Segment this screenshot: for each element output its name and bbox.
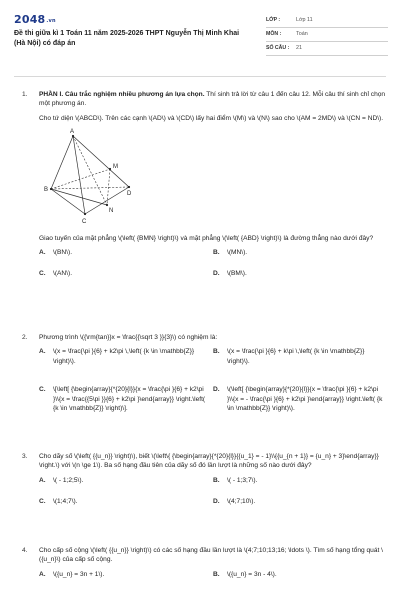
option-text: \(BN\). xyxy=(53,249,73,257)
vertex-label-d: D xyxy=(127,191,132,198)
meta-key: SỐ CÂU : xyxy=(266,44,290,51)
question-body xyxy=(39,546,386,584)
meta-row-subject xyxy=(266,28,388,42)
question-body xyxy=(39,90,386,288)
question-text xyxy=(39,546,386,565)
option-text: \(x = \frac{\pi }{6} + k\pi \,\left( {k \in \mathbb{Z}} \right)\). xyxy=(227,348,365,365)
option-b[interactable] xyxy=(213,347,383,366)
option-letter: B. xyxy=(213,570,220,578)
problem-statement: Cho dãy số \(\left( {{u_n}} \right)\), biết \(\left\{ {\begin{array}{*{20}{l}}{{u_1} = - 1}\\{{u_{n + 1}} = {u_n} + 3}\end{array}} \right.\) với \(n \ge 1\). Ba số hạng đầu tiên của dãy số đó lần lượt là những số nào dưới đây? xyxy=(39,453,379,470)
question-body xyxy=(39,333,386,437)
answer-options xyxy=(39,248,386,288)
option-d[interactable] xyxy=(213,385,383,413)
option-b[interactable] xyxy=(213,248,383,257)
part-instructions: Thí sinh trả lời từ câu 1 đến câu 12. Mỗi câu thí sinh chỉ chọn một phương án. xyxy=(39,91,386,108)
question-1 xyxy=(22,90,386,288)
question-text xyxy=(39,90,386,123)
answer-options xyxy=(39,476,386,514)
question-2 xyxy=(22,333,386,437)
option-text: \(1;4;7\). xyxy=(53,497,78,505)
option-letter: D. xyxy=(213,270,220,278)
point-label-n: N xyxy=(109,208,114,215)
question-prompt xyxy=(39,234,386,243)
question-body xyxy=(39,452,386,514)
vertex-label-a: A xyxy=(70,129,75,136)
option-text: \({u_n} = 3n + 1\). xyxy=(53,570,105,578)
question-number: 2. xyxy=(22,334,28,341)
option-letter: C. xyxy=(39,270,46,278)
option-letter: A. xyxy=(39,348,46,356)
logo-tld: .vn xyxy=(46,18,56,24)
meta-value: 21 xyxy=(296,44,302,51)
logo-text: 2048 xyxy=(14,13,46,26)
question-text xyxy=(39,452,386,471)
problem-statement: Phương trình \({\rm{tan}}x = \frac{{\sqrt 3 }}{3}\) có nghiệm là: xyxy=(39,334,218,341)
option-letter: C. xyxy=(39,497,46,505)
option-c[interactable] xyxy=(39,385,209,413)
question-number: 3. xyxy=(22,453,28,460)
question-3 xyxy=(22,452,386,514)
option-text: \(BM\). xyxy=(227,270,247,278)
meta-row-grade xyxy=(266,14,388,28)
meta-value: Lớp 11 xyxy=(296,16,313,23)
answer-options xyxy=(39,570,386,584)
problem-statement: Cho cấp số cộng \(\left( {{u_n}} \right)\) có các số hạng đầu lần lượt là \(4;7;10;13;16; \ldots \). Tìm số hạng tổng quát \({u_n}\) của cấp số cộng. xyxy=(39,547,384,564)
meta-key: MÔN : xyxy=(266,30,282,37)
option-letter: A. xyxy=(39,249,46,257)
vertex-label-b: B xyxy=(44,187,49,194)
question-number: 1. xyxy=(22,91,28,98)
page-header xyxy=(14,12,388,58)
option-text: \(\left[ {\begin{array}{*{20}{l}}{x = \frac{\pi }{6} + k2\pi }\\{x = - \frac{\pi }{6} + k2\pi }\end{array}} \right.\left( {k \in \mathbb{Z}} \right)\). xyxy=(227,386,383,413)
part-title: PHẦN I. Câu trắc nghiệm nhiều phương án lựa chọn. xyxy=(39,91,205,98)
question-4 xyxy=(22,546,386,584)
option-d[interactable] xyxy=(213,269,383,278)
problem-statement: Cho tứ diện \(ABCD\). Trên các cạnh \(AD\) và \(CD\) lấy hai điểm \(M\) và \(N\) sao cho \(AM = 2MD\) và \(CN = ND\). xyxy=(39,114,384,122)
option-letter: B. xyxy=(213,476,220,484)
option-text: \[\left[ {\begin{array}{*{20}{l}}{x = \frac{\pi }{6} + k2\pi }\\{x = \frac{{5\pi }}{6} + k2\pi }\end{array}} \right.\left( {k \in \mathbb{Z}} \right)\]. xyxy=(53,386,206,413)
question-text xyxy=(39,333,386,342)
option-letter: A. xyxy=(39,476,46,484)
question-number: 4. xyxy=(22,547,28,554)
option-text: \( - 1;2;5\). xyxy=(53,476,84,484)
option-a[interactable] xyxy=(39,570,209,579)
meta-key: LỚP : xyxy=(266,16,281,23)
option-text: \({u_n} = 3n - 4\). xyxy=(227,570,277,578)
option-text: \(x = \frac{\pi }{6} + k2\pi \,\left( {k \in \mathbb{Z}} \right)\). xyxy=(53,348,195,365)
option-b[interactable] xyxy=(213,476,383,485)
option-text: \( - 1;3;7\). xyxy=(227,476,258,484)
option-a[interactable] xyxy=(39,248,209,257)
option-letter: C. xyxy=(39,386,46,394)
answer-options xyxy=(39,347,386,437)
option-text: \(4;7;10\). xyxy=(227,497,256,505)
document-title: Đề thi giữa kì 1 Toán 11 năm 2025-2026 THPT Nguyễn Thị Minh Khai (Hà Nội) có đáp án xyxy=(14,30,240,48)
option-a[interactable] xyxy=(39,476,209,485)
option-b[interactable] xyxy=(213,570,383,579)
meta-row-count xyxy=(266,42,388,56)
option-letter: B. xyxy=(213,249,220,257)
question-ask: Giao tuyến của mặt phẳng \(\left( {BMN} \right)\) và mặt phẳng \(\left( {ABD} \right)\) là đường thẳng nào dưới đây? xyxy=(39,235,374,243)
option-letter: D. xyxy=(213,386,220,394)
tetrahedron-figure xyxy=(43,128,133,226)
option-c[interactable] xyxy=(39,269,209,278)
vertex-label-c: C xyxy=(82,219,87,226)
option-d[interactable] xyxy=(213,497,383,506)
option-letter: A. xyxy=(39,570,46,578)
option-letter: B. xyxy=(213,348,220,356)
option-text: \(MN\). xyxy=(227,249,248,257)
option-letter: D. xyxy=(213,497,220,505)
point-label-m: M xyxy=(113,164,118,171)
option-text: \(AN\). xyxy=(53,270,73,278)
exam-meta-table xyxy=(266,14,388,56)
option-c[interactable] xyxy=(39,497,209,506)
meta-value: Toán xyxy=(296,30,308,37)
option-a[interactable] xyxy=(39,347,209,366)
header-divider xyxy=(14,76,386,77)
